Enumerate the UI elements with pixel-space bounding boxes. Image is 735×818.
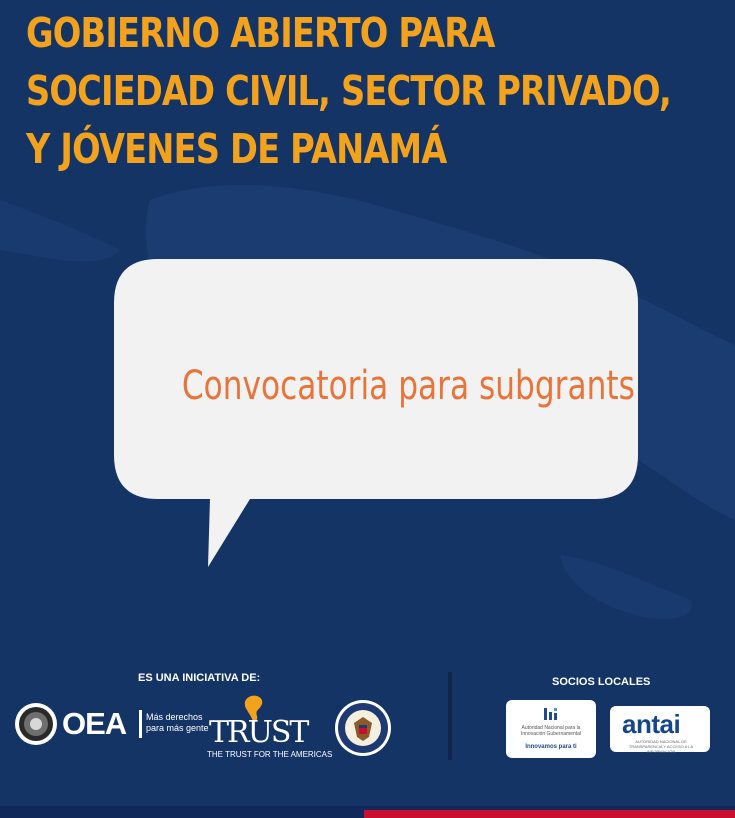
oea-wordmark: OEA [62, 706, 127, 741]
speech-bubble-text: Convocatoria para subgrants [181, 363, 635, 409]
antai-logo [610, 706, 710, 752]
oea-separator [139, 710, 142, 738]
oea-tagline: Más derechos para más gente [146, 712, 209, 733]
title-line: SOCIEDAD CIVIL, SECTOR PRIVADO, [26, 67, 671, 115]
trust-for-the-americas-logo [205, 694, 333, 764]
initiative-caption: ES UNA INICIATIVA DE: [138, 672, 261, 684]
aig-innovation-logo [506, 700, 596, 758]
bottom-accent-bar [364, 810, 735, 818]
aig-name: Autoridad Nacional para la Innovación Gubernamental [520, 725, 582, 737]
poster-title [26, 4, 671, 178]
antai-subtitle: AUTORIDAD NACIONAL DE TRANSPARENCIA Y ACCESO A LA INFORMACIÓN [628, 739, 694, 754]
aig-logo-icon [542, 706, 560, 722]
title-line: Y JÓVENES DE PANAMÁ [26, 125, 447, 173]
title-line: GOBIERNO ABIERTO PARA [26, 9, 495, 57]
trust-subtitle: THE TRUST FOR THE AMERICAS [207, 750, 333, 759]
partners-caption: SOCIOS LOCALES [552, 676, 651, 688]
logos-divider [448, 672, 452, 760]
oea-seal-icon [14, 702, 58, 746]
us-department-of-state-seal-icon [334, 699, 392, 757]
oea-logo [14, 700, 209, 748]
trust-wordmark: TRUST [209, 715, 308, 750]
antai-wordmark: antai [622, 709, 681, 739]
aig-tagline: Innovamos para ti [525, 744, 577, 750]
